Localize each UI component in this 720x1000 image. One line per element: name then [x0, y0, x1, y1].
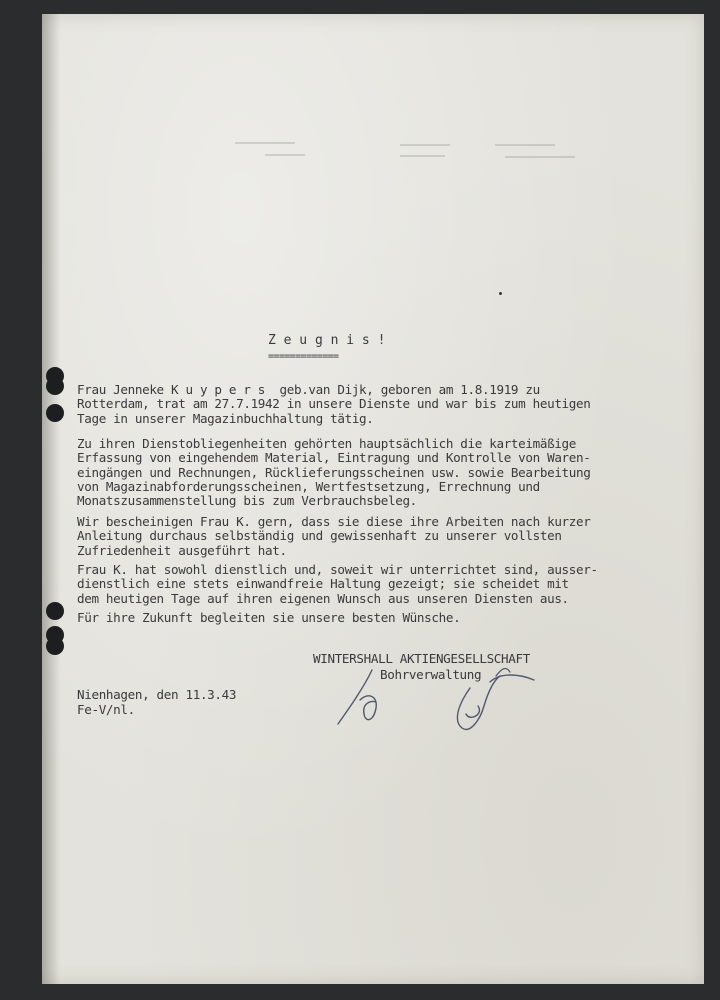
paper-speck [499, 292, 502, 295]
punch-hole [46, 637, 64, 655]
paper-edge-shadow [42, 14, 60, 984]
text-line: Zu ihren Dienstobliegenheiten gehörten hauptsächlich die karteimäßige [77, 436, 577, 451]
department-name: Bohrverwaltung [380, 667, 482, 682]
signature-stroke [338, 670, 376, 724]
punch-hole [46, 377, 64, 395]
handwritten-signatures [320, 662, 560, 742]
punch-hole [46, 602, 64, 620]
title-underline: ============= [268, 351, 339, 362]
text-line: Monatszusammenstellung bis zum Verbrauchsbeleg. [77, 493, 417, 509]
text-line: Zufriedenheit ausgeführt hat. [77, 542, 287, 558]
bleed-through-marks [225, 140, 625, 170]
text-line: Anleitung durchaus selbständig und gewissenhaft zu unserer vollsten [77, 528, 562, 544]
paragraph-farewell [77, 611, 460, 625]
text-line: dienstlich eine stets einwandfreie Haltung gezeigt; sie scheidet mit [77, 576, 569, 592]
text-line: Frau K. hat sowohl dienstlich und, soweit wir unterrichtet sind, ausser- [77, 562, 598, 577]
paragraph-conduct [77, 563, 598, 606]
signature-stroke [457, 675, 534, 729]
text-line: Wir bescheinigen Frau K. gern, dass sie diese ihre Arbeiten nach kurzer [77, 514, 591, 529]
text-line: Rotterdam, trat am 27.7.1942 in unsere Dienste und war bis zum heutigen [77, 396, 591, 412]
paragraph-employment [77, 383, 590, 426]
company-name: WINTERSHALL AKTIENGESELLSCHAFT [313, 651, 530, 666]
text-line: dem heutigen Tage auf ihren eigenen Wunsch aus unseren Diensten aus. [77, 590, 569, 606]
paragraph-assessment [77, 515, 590, 558]
text-line: eingängen und Rechnungen, Rücklieferungsscheinen usw. sowie Bearbeitung [77, 464, 591, 480]
text-line: Erfassung von eingehendem Material, Eintragung und Kontrolle von Waren- [77, 450, 591, 466]
text-line: Tage in unserer Magazinbuchhaltung tätig. [77, 410, 374, 426]
text-line: Frau Jenneke K u y p e r s geb.van Dijk, geboren am 1.8.1919 zu [77, 382, 540, 397]
document-title: Z e u g n i s ! [268, 333, 386, 348]
text-line: von Magazinabforderungsscheinen, Wertfestsetzung, Errechnung und [77, 478, 540, 494]
place-and-date: Nienhagen, den 11.3.43 [77, 687, 237, 702]
punch-hole [46, 404, 64, 422]
text-line: Für ihre Zukunft begleiten sie unsere besten Wünsche. [77, 610, 461, 625]
paragraph-duties [77, 437, 590, 508]
reference-code: Fe-V/nl. [77, 702, 135, 717]
